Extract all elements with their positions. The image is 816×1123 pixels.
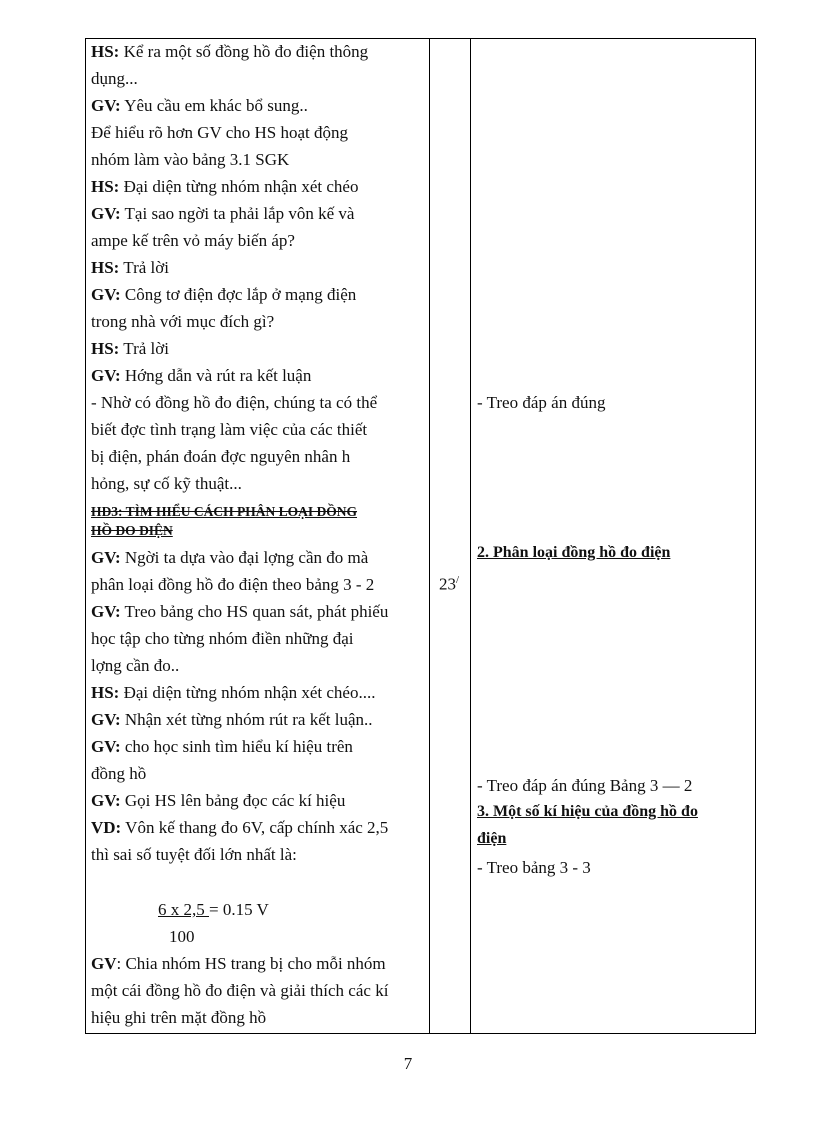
text-line: GV: Chia nhóm HS trang bị cho mỗi nhóm [91,954,386,973]
text-line: Để hiểu rõ hơn GV cho HS hoạt động [91,123,349,142]
text-line: GV: Tại sao ngời ta phải lắp vôn kế và [91,204,355,223]
text-line: HS: Đại diện từng nhóm nhận xét chéo.... [91,683,376,702]
text-line: GV: Nhận xét từng nhóm rút ra kết luận.. [91,710,373,729]
text-line: GV: cho học sinh tìm hiểu kí hiệu trên [91,737,353,756]
time-allocation: 23/ [439,574,460,594]
text-line: ampe kế trên vỏ máy biến áp? [91,231,295,250]
text-line: HS: Kể ra một số đồng hồ đo điện thông [91,42,369,61]
text-line: học tập cho từng nhóm điền những đại [91,629,354,648]
text-line: hiệu ghi trên mặt đồng hồ [91,1008,267,1027]
column-divider [470,39,471,1033]
text-line: GV: Công tơ điện đợc lắp ở mạng điện [91,285,357,304]
page-number: 7 [403,1054,413,1073]
text-line: VD: Vôn kế thang đo 6V, cấp chính xác 2,5 [91,818,389,837]
lesson-table [85,38,756,1034]
section-heading: 3. Một số kí hiệu của đồng hồ đo [477,803,698,820]
text-line: GV: Hớng dẫn và rút ra kết luận [91,366,312,385]
text-line: bị điện, phán đoán đợc nguyên nhân h [91,447,351,466]
text-line: - Treo bảng 3 - 3 [477,858,591,877]
text-line: lợng cần đo.. [91,656,180,675]
text-line: - Nhờ có đồng hồ đo điện, chúng ta có thể [91,393,378,412]
section-heading: 2. Phân loại đồng hồ đo điện [477,544,671,561]
text-line: HS: Trả lời [91,258,169,277]
text-line: GV: Yêu cầu em khác bổ sung.. [91,96,308,115]
text-line: trong nhà với mục đích gì? [91,312,275,331]
column-divider [429,39,430,1033]
text-line: GV: Ngời ta dựa vào đại lợng cần đo mà [91,548,369,567]
text-line: GV: Treo bảng cho HS quan sát, phát phiếu [91,602,389,621]
text-line: - Treo đáp án đúng Bảng 3 — 2 [477,776,693,795]
text-line: dụng... [91,69,138,88]
formula-numerator: 6 x 2,5 = 0.15 V [158,900,269,919]
section-heading: điện [477,830,507,847]
formula-denominator: 100 [169,927,195,946]
text-line: HS: Trả lời [91,339,169,358]
text-line: - Treo đáp án đúng [477,393,606,412]
text-line: phân loại đồng hồ đo điện theo bảng 3 - 2 [91,575,375,594]
text-line: hỏng, sự cố kỹ thuật... [91,474,242,493]
text-line: HS: Đại diện từng nhóm nhận xét chéo [91,177,359,196]
section-heading: HĐ3: TÌM HIỂU CÁCH PHÂN LOẠI ĐỒNG [91,504,358,519]
text-line: thì sai số tuyệt đối lớn nhất là: [91,845,297,864]
text-line: đồng hồ [91,764,147,783]
text-line: một cái đồng hồ đo điện và giải thích các kí [91,981,389,1000]
text-line: biết đợc tình trạng làm việc của các thiết [91,420,368,439]
section-heading: HỒ ĐO ĐIỆN [91,523,173,538]
text-line: nhóm làm vào bảng 3.1 SGK [91,150,290,169]
text-line: GV: Gọi HS lên bảng đọc các kí hiệu [91,791,346,810]
